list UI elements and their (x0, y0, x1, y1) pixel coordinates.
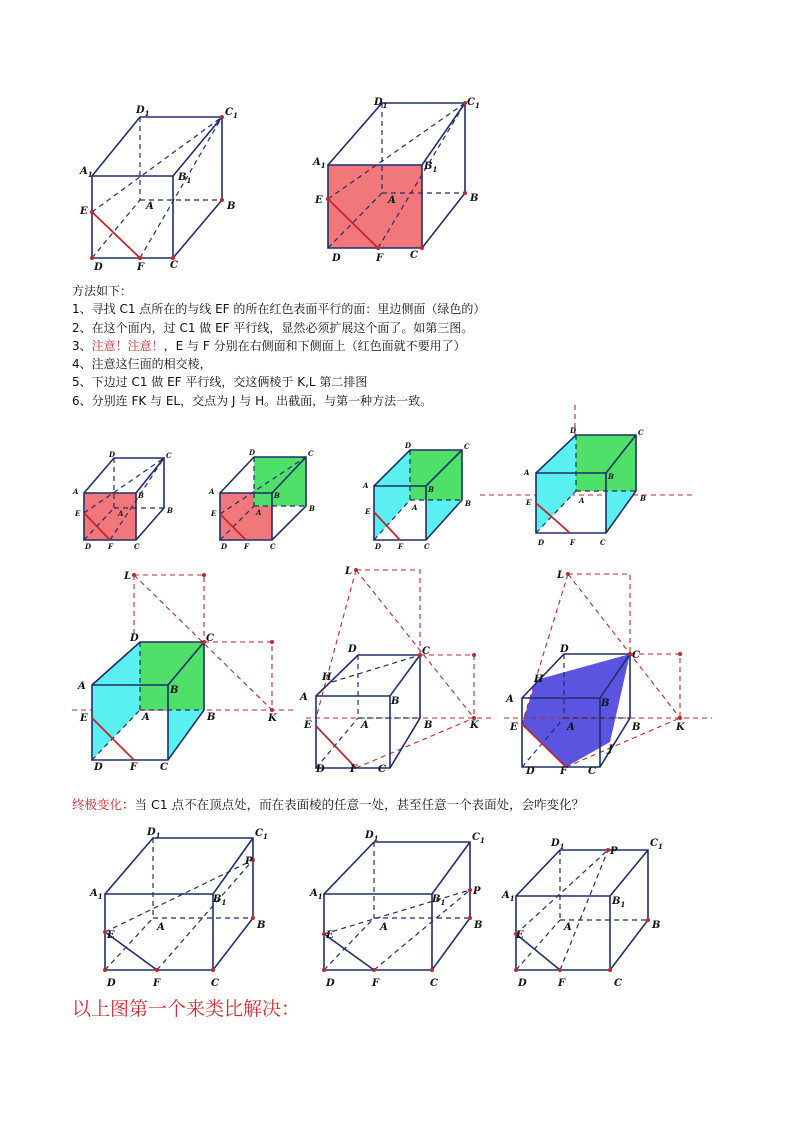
svg-text:K: K (268, 713, 277, 724)
cube-p-figure-3 (502, 820, 702, 995)
step-3 (72, 337, 672, 355)
step-3-prefix: 3、 (72, 338, 92, 353)
svg-text:D: D (221, 542, 228, 551)
svg-text:C: C (588, 766, 596, 777)
svg-text:E: E (211, 509, 217, 518)
svg-text:C: C (160, 762, 168, 773)
svg-text:A: A (579, 496, 585, 505)
svg-text:C: C (424, 542, 430, 551)
svg-text:C1: $C_1$ (255, 828, 268, 841)
variation-text: ：当 C1 点不在顶点处，而在表面棱的任意一处，甚至任意一个表面处，会咋变化？ (122, 797, 585, 812)
svg-text:B1: $B_1$ (424, 161, 438, 174)
svg-text:D: D (560, 644, 569, 655)
svg-text:P: P (473, 886, 481, 897)
svg-text:C: C (600, 538, 606, 547)
svg-text:F: F (153, 978, 161, 989)
svg-text:A: A (73, 487, 79, 496)
svg-text:D: D (348, 644, 357, 655)
svg-text:E: E (365, 507, 371, 516)
svg-text:E: E (526, 498, 532, 507)
step-5: 5、下边过 C1 做 EF 平行线，交这俩棱于 K,L 第二排图 (72, 375, 368, 390)
svg-text:A1: $A_1$ (80, 166, 93, 179)
svg-text:D: D (375, 542, 382, 551)
construction-figure-1 (72, 565, 302, 775)
svg-text:B: B (207, 712, 216, 723)
svg-text:A: A (524, 468, 530, 477)
svg-text:D1: $D_1$ (374, 97, 388, 110)
method-steps (72, 282, 672, 410)
svg-text:B: B (424, 720, 433, 731)
svg-text:A: A (361, 720, 369, 731)
svg-text:A1: $A_1$ (310, 888, 323, 901)
svg-text:B1: $B_1$ (612, 896, 626, 909)
svg-text:B: B (608, 472, 614, 481)
svg-text:D: D (85, 542, 92, 551)
svg-text:D1: $D_1$ (136, 105, 150, 118)
svg-text:H: H (322, 672, 332, 683)
svg-text:B: B (652, 920, 661, 931)
svg-text:D: D (107, 978, 116, 989)
svg-text:B: B (391, 696, 400, 707)
step-3-rest: ，E 与 F 分别在右侧面和下侧面上（红色面就不要用了） (163, 338, 466, 353)
svg-text:D: D (518, 978, 527, 989)
svg-text:B: B (465, 499, 471, 508)
step-6: 6、分别连 FK 与 EL，交点为 J 与 H。出截面，与第一种方法一致。 (72, 393, 433, 408)
svg-text:D: D (94, 762, 103, 773)
svg-text:A: A (567, 722, 575, 733)
svg-text:F: F (130, 762, 138, 773)
svg-text:E: E (510, 722, 518, 733)
svg-text:A1: $A_1$ (90, 888, 103, 901)
svg-text:F: F (376, 253, 384, 264)
svg-text:B: B (227, 201, 236, 212)
svg-text:K: K (676, 722, 685, 733)
svg-text:D: D (130, 633, 139, 644)
svg-text:C: C (632, 650, 640, 661)
svg-text:F: F (398, 542, 403, 551)
svg-text:C1: $C_1$ (225, 107, 238, 120)
svg-text:C: C (614, 978, 622, 989)
svg-text:F: F (570, 538, 575, 547)
svg-text:C: C (638, 428, 644, 437)
svg-text:A: A (142, 712, 150, 723)
construction-figure-3 (500, 562, 715, 777)
svg-text:D: D (326, 978, 335, 989)
svg-text:L: L (124, 571, 132, 582)
svg-text:F: F (244, 542, 249, 551)
svg-text:E: E (80, 206, 88, 217)
svg-text:C: C (166, 451, 172, 460)
svg-text:F: F (560, 766, 568, 777)
svg-text:E: E (75, 509, 81, 518)
step-3-warning: 注意！注意！ (91, 338, 164, 353)
svg-text:F: F (350, 764, 358, 775)
svg-text:C: C (410, 250, 418, 261)
svg-text:B: B (257, 920, 266, 931)
svg-text:F: F (137, 262, 145, 273)
svg-text:F: F (372, 978, 380, 989)
svg-text:L: L (345, 566, 353, 577)
svg-text:C: C (308, 449, 314, 458)
svg-text:A: A (363, 481, 369, 490)
step-4: 4、注意这仨面的相交棱， (72, 357, 212, 372)
svg-text:D: D (316, 764, 325, 775)
svg-text:J: J (608, 744, 613, 755)
svg-text:A: A (506, 694, 514, 705)
svg-text:C: C (170, 260, 178, 271)
svg-text:A: A (380, 922, 388, 933)
construction-figure-2 (298, 560, 498, 775)
svg-text:A1: $A_1$ (313, 157, 326, 170)
svg-text:B: B (474, 920, 483, 931)
svg-text:A: A (157, 922, 165, 933)
svg-text:E: E (80, 713, 88, 724)
svg-text:C1: $C_1$ (467, 97, 480, 110)
svg-text:F: F (108, 542, 113, 551)
svg-text:C: C (464, 442, 470, 451)
svg-text:B: B (428, 485, 434, 494)
svg-text:A: A (388, 195, 396, 206)
cube-small-1 (72, 450, 192, 555)
closing-note: 以上图第一个来类比解决： (72, 998, 301, 1020)
svg-text:B: B (632, 722, 641, 733)
svg-text:A: A (300, 692, 308, 703)
svg-text:C: C (211, 978, 219, 989)
svg-text:E: E (315, 195, 323, 206)
method-heading: 方法如下： (72, 284, 133, 298)
svg-text:B: B (170, 685, 179, 696)
svg-text:D: D (94, 262, 103, 273)
svg-text:D1: $D_1$ (551, 838, 565, 851)
svg-text:D: D (538, 538, 545, 547)
svg-text:E: E (516, 930, 524, 941)
svg-text:C1: $C_1$ (472, 832, 485, 845)
svg-text:P: P (245, 856, 253, 867)
svg-text:D: D (570, 426, 577, 435)
svg-text:A1: $A_1$ (502, 890, 515, 903)
svg-text:B: B (640, 494, 646, 503)
svg-text:B1: $B_1$ (178, 172, 192, 185)
variation-label: 终极变化 (72, 797, 123, 812)
svg-text:A: A (564, 922, 572, 933)
svg-text:D: D (332, 253, 341, 264)
cube-figure-2 (310, 95, 510, 275)
cube-p-figure-2 (308, 820, 503, 995)
svg-text:K: K (470, 720, 479, 731)
svg-text:F: F (558, 978, 566, 989)
svg-text:A: A (118, 509, 124, 518)
svg-text:A: A (412, 503, 418, 512)
svg-text:D: D (405, 441, 412, 450)
svg-text:C: C (422, 646, 430, 657)
svg-text:A: A (146, 201, 154, 212)
cube-small-4 (480, 405, 695, 550)
svg-text:C1: $C_1$ (650, 838, 663, 851)
svg-text:C: C (430, 978, 438, 989)
svg-text:P: P (610, 846, 618, 857)
svg-text:B: B (138, 491, 144, 500)
svg-text:C: C (270, 542, 276, 551)
step-2: 2、在这个面内，过 C1 做 EF 平行线，显然必须扩展这个面了。如第三图。 (72, 320, 474, 335)
svg-text:B: B (167, 506, 173, 515)
svg-text:L: L (557, 570, 565, 581)
svg-text:E: E (107, 930, 115, 941)
cube-small-3 (362, 440, 482, 550)
cube-p-figure-1 (85, 820, 285, 995)
svg-text:A: A (256, 508, 262, 517)
svg-text:E: E (326, 930, 334, 941)
svg-text:D: D (249, 448, 256, 457)
step-1: 1、寻找 C1 点所在的与线 EF 的所在红色表面平行的面：里边侧面（绿色的） (72, 302, 486, 317)
variation-question (72, 795, 584, 813)
svg-text:D: D (526, 766, 535, 777)
svg-text:B: B (309, 504, 315, 513)
svg-text:B1: $B_1$ (432, 894, 446, 907)
svg-text:B1: $B_1$ (213, 894, 227, 907)
cube-figure-1 (70, 100, 270, 280)
svg-text:C: C (378, 764, 386, 775)
svg-text:E: E (304, 720, 312, 731)
svg-text:C: C (206, 633, 214, 644)
svg-text:A: A (78, 681, 86, 692)
svg-text:D: D (109, 450, 116, 459)
cube-small-2 (208, 448, 328, 553)
svg-text:H: H (534, 674, 544, 685)
svg-text:C: C (134, 542, 140, 551)
svg-text:D1: $D_1$ (147, 827, 161, 840)
svg-text:D1: $D_1$ (365, 830, 379, 843)
svg-text:B: B (601, 698, 610, 709)
svg-text:A: A (209, 487, 215, 496)
svg-text:B: B (274, 491, 280, 500)
svg-text:B: B (470, 193, 479, 204)
